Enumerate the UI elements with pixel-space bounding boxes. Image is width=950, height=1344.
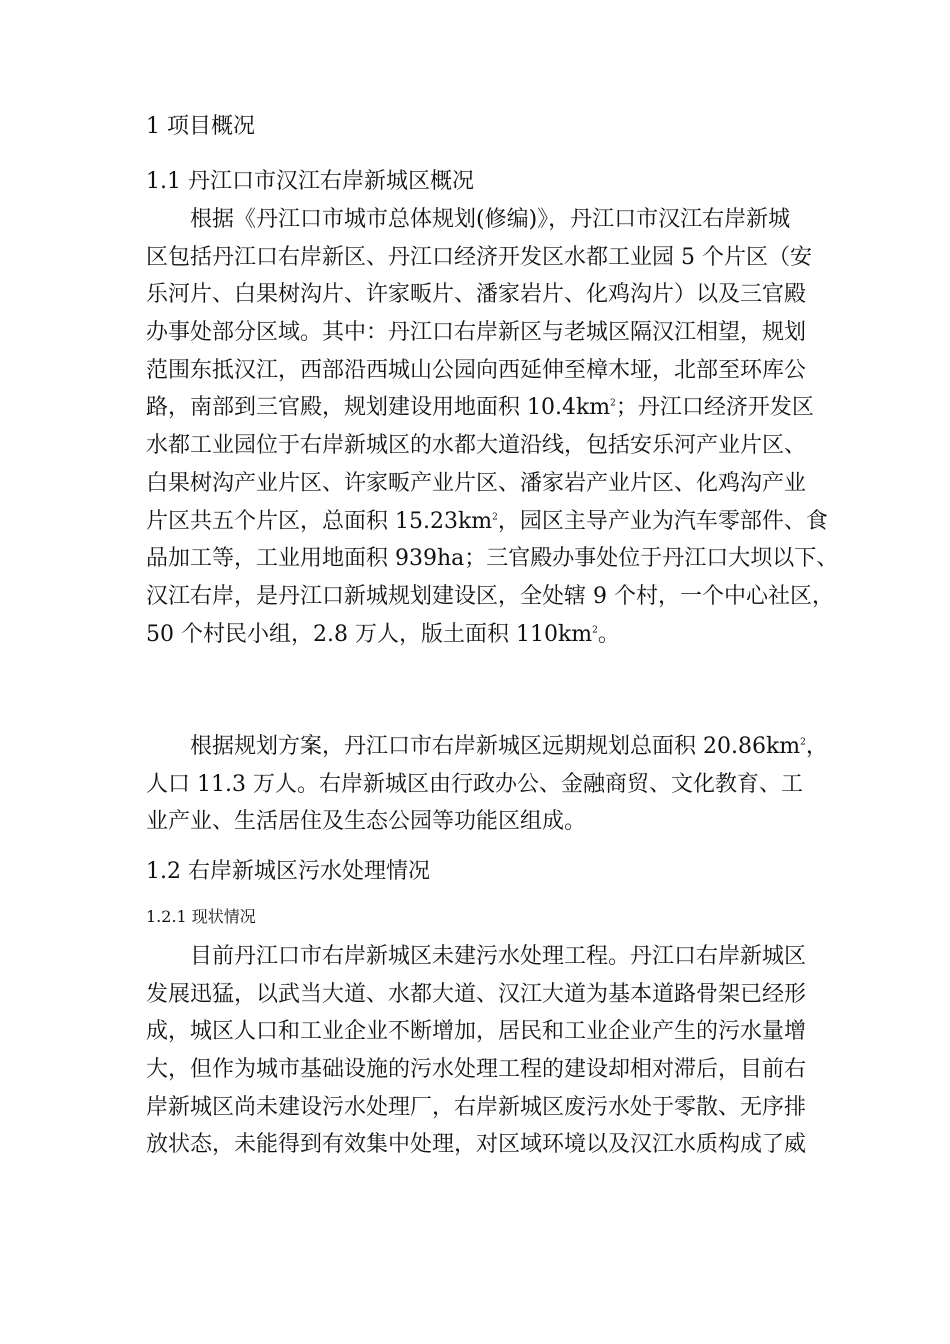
- paragraph-line: 白果树沟产业片区、许家畈产业片区、潘家岩产业片区、化鸡沟产业: [146, 470, 807, 496]
- section-1-2-paragraph: [146, 938, 806, 1164]
- paragraph-line: 岸新城区尚未建设污水处理厂，右岸新城区废污水处于零散、无序排: [146, 1094, 807, 1120]
- section-1-1-paragraph-2: [146, 728, 828, 841]
- paragraph-line: [146, 389, 814, 427]
- section-1-1-paragraph-1: [146, 201, 839, 653]
- area-text: 50 个村民小组，2.8 万人，版土面积 110km: [146, 621, 593, 647]
- paragraph-line: 业产业、生活居住及生态公园等功能区组成。: [146, 809, 587, 835]
- line-tail: ，园区主导产业为汽车零部件、食: [497, 508, 828, 534]
- line-tail: ；丹江口经济开发区: [615, 395, 814, 421]
- paragraph-line: 成，城区人口和工业企业不断增加，居民和工业企业产生的污水量增: [146, 1019, 807, 1045]
- paragraph-line: [146, 728, 828, 766]
- line-tail: 。: [597, 621, 620, 647]
- paragraph-line: 办事处部分区域。其中：丹江口右岸新区与老城区隔汉江相望，规划: [146, 320, 807, 346]
- section-1-2-heading: 1.2 右岸新城区污水处理情况: [146, 859, 430, 884]
- paragraph-line: 区包括丹江口右岸新区、丹江口经济开发区水都工业园 5 个片区（安: [146, 244, 812, 270]
- paragraph-line: 人口 11.3 万人。右岸新城区由行政办公、金融商贸、文化教育、工: [146, 771, 803, 797]
- section-1-2-1-heading: 1.2.1 现状情况: [146, 907, 256, 926]
- paragraph-line: 品加工等，工业用地面积 939ha；三官殿办事处位于丹江口大坝以下、: [146, 546, 839, 572]
- square-superscript: 2: [800, 737, 806, 748]
- document-title: 1 项目概况: [146, 114, 255, 139]
- area-text: 片区共五个片区，总面积 15.23km: [146, 508, 493, 534]
- paragraph-line: 汉江右岸，是丹江口新城规划建设区，全处辖 9 个村，一个中心社区，: [146, 583, 834, 609]
- paragraph-line: [146, 616, 806, 654]
- paragraph-line: [146, 503, 828, 541]
- paragraph-line: 水都工业园位于右岸新城区的水都大道沿线，包括安乐河产业片区、: [146, 433, 807, 459]
- paragraph-line: 乐河片、白果树沟片、许家畈片、潘家岩片、化鸡沟片）以及三官殿: [146, 282, 807, 308]
- section-1-1-heading: 1.1 丹江口市汉江右岸新城区概况: [146, 169, 474, 194]
- area-text: 根据规划方案，丹江口市右岸新城区远期规划总面积 20.86km: [190, 734, 801, 759]
- paragraph-line: 目前丹江口市右岸新城区未建污水处理工程。丹江口右岸新城区: [190, 944, 807, 969]
- line-tail: ，: [805, 734, 828, 759]
- paragraph-line: 放状态，未能得到有效集中处理，对区域环境以及汉江水质构成了威: [146, 1132, 807, 1158]
- paragraph-line: 根据《丹江口市城市总体规划(修编)》，丹江口市汉江右岸新城: [190, 207, 791, 232]
- paragraph-line: 范围东抵汉江，西部沿西城山公园向西延伸至樟木垭，北部至环库公: [146, 357, 807, 383]
- square-superscript: 2: [492, 512, 498, 523]
- square-superscript: 2: [610, 399, 616, 410]
- paragraph-line: 大，但作为城市基础设施的污水处理工程的建设却相对滞后，目前右: [146, 1057, 807, 1083]
- area-text: 路，南部到三官殿，规划建设用地面积 10.4km: [146, 395, 611, 421]
- paragraph-line: 发展迅猛，以武当大道、水都大道、汉江大道为基本道路骨架已经形: [146, 981, 807, 1007]
- square-superscript: 2: [592, 625, 598, 636]
